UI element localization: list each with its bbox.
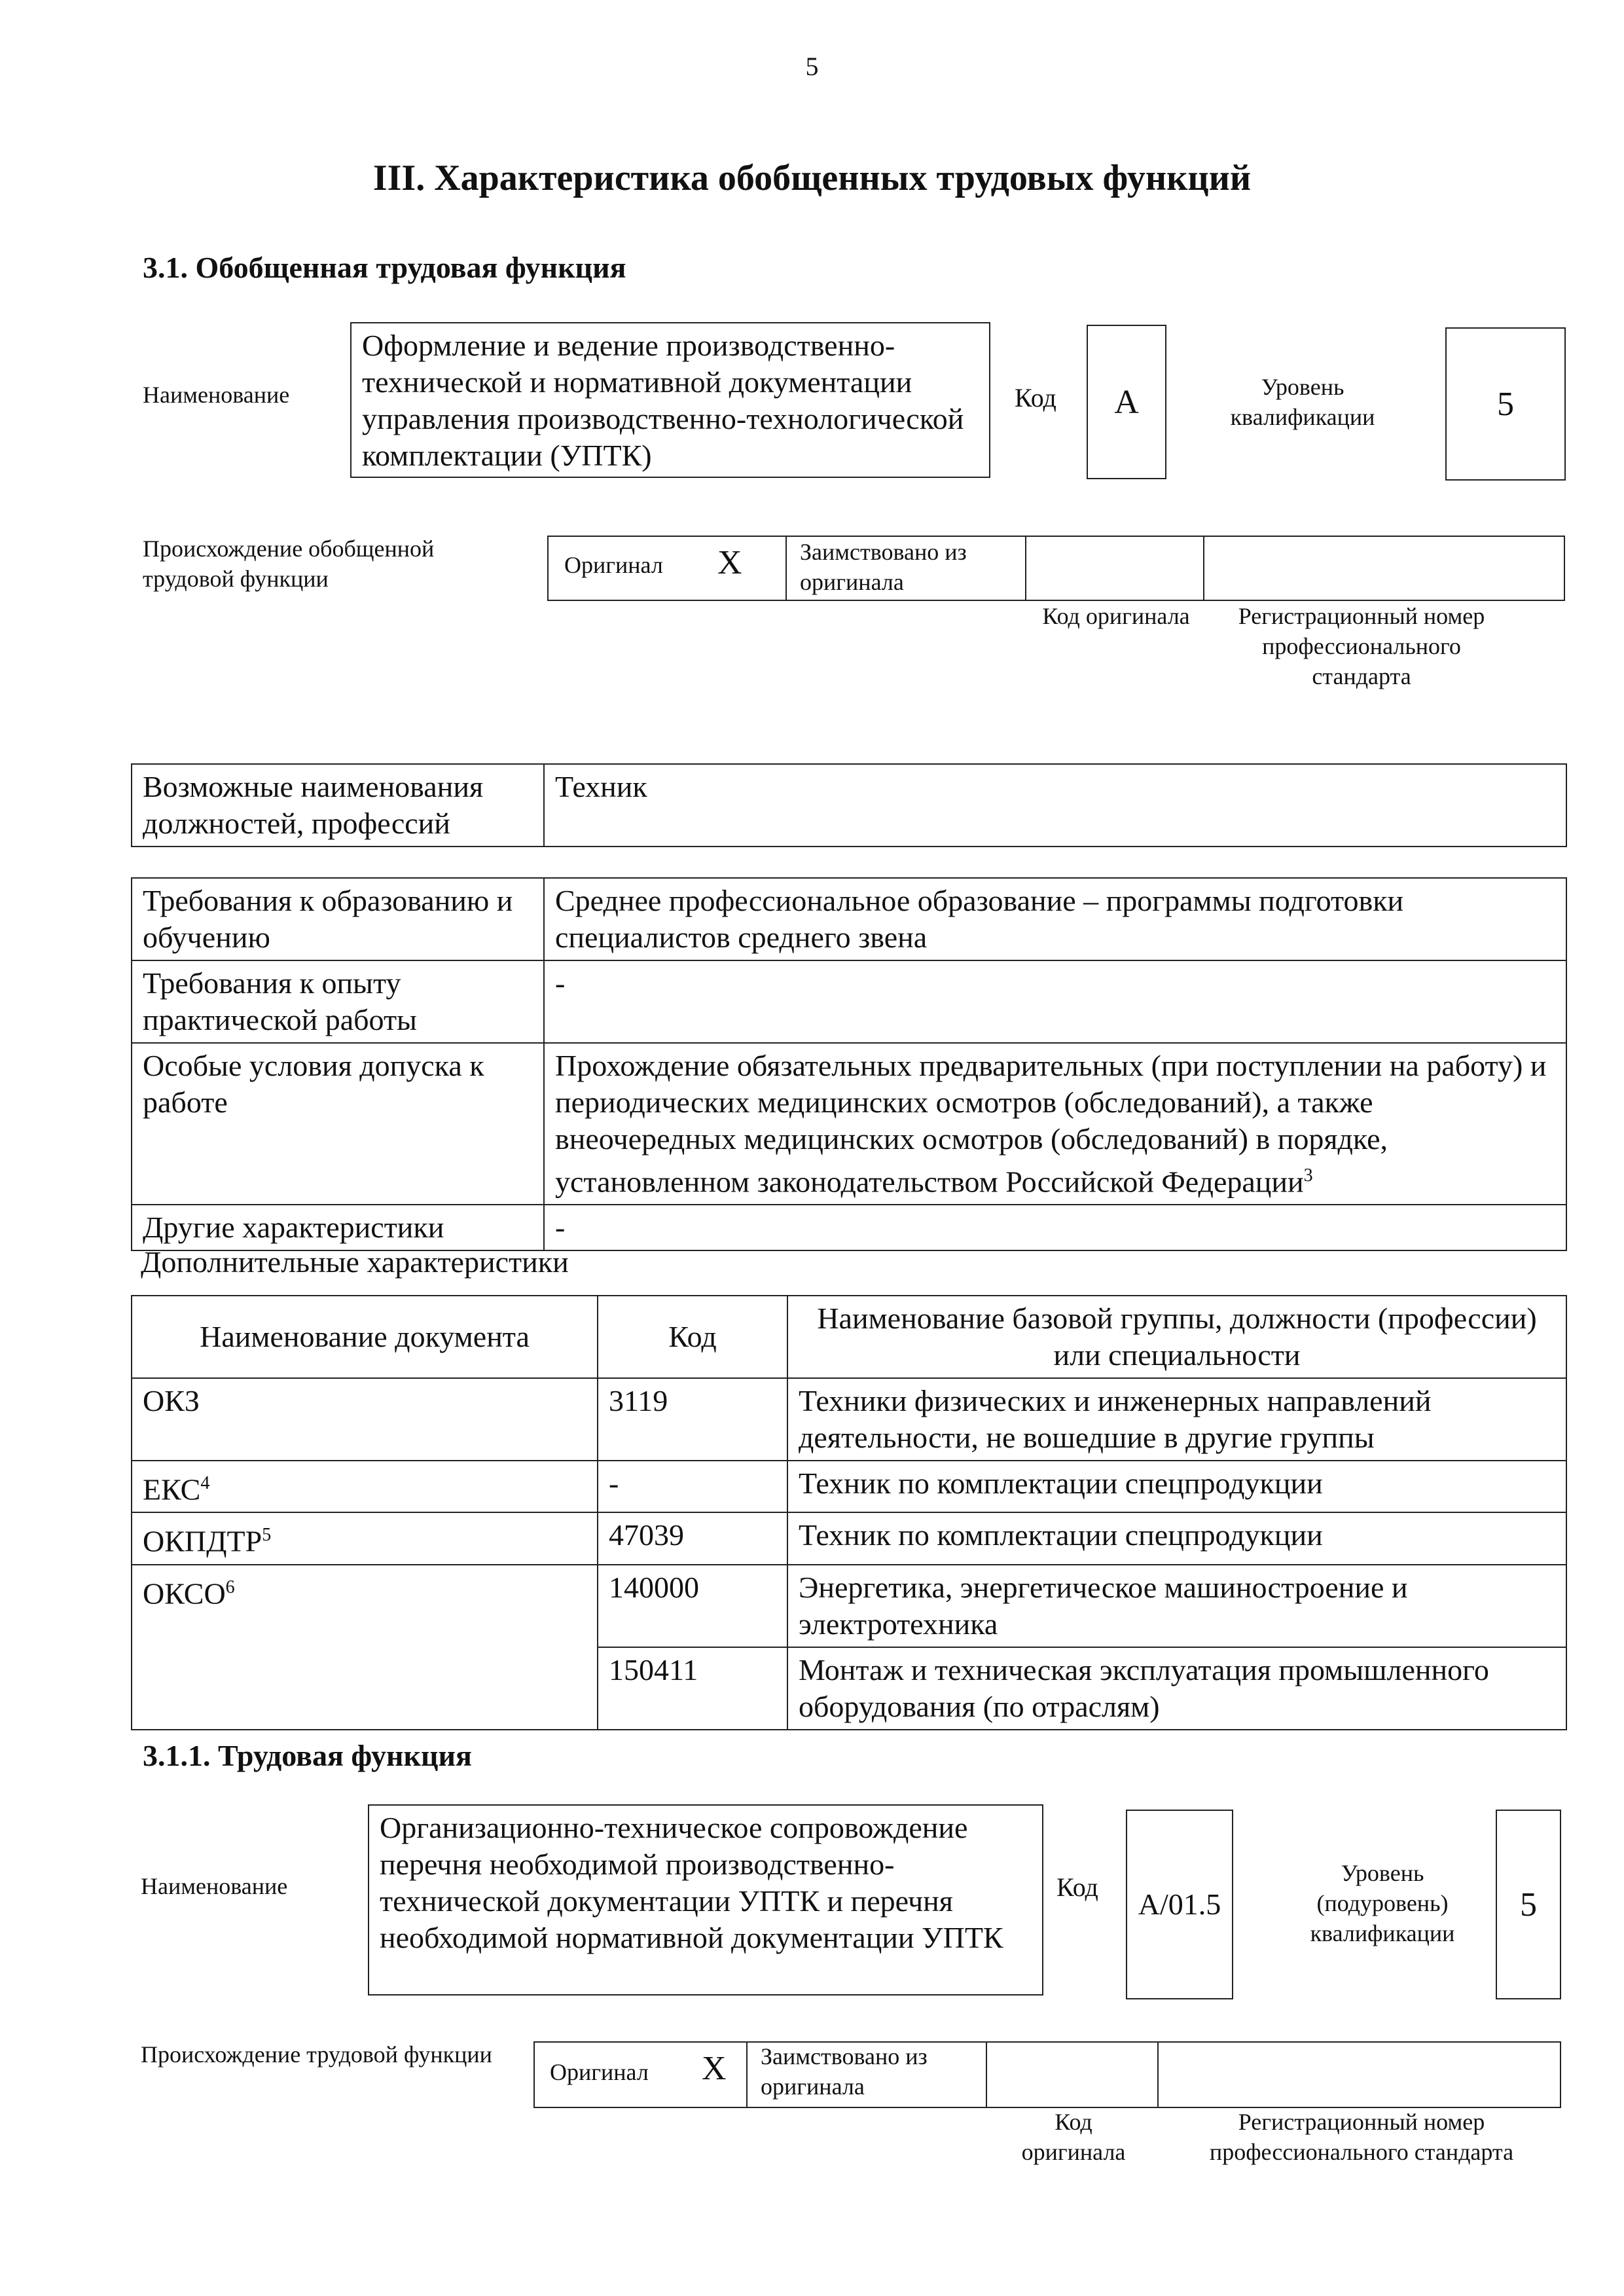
tf-origin-table (533, 2041, 1561, 2108)
doc-name: ОКПДТР (143, 1524, 262, 1558)
table-row (132, 1043, 1566, 1205)
tf-code-box (1126, 1810, 1233, 1999)
doc-cell (132, 1378, 598, 1461)
additional-table (131, 1295, 1567, 1730)
tf-level-box (1496, 1810, 1561, 1999)
gtf-code-value: А (1114, 383, 1139, 421)
footnote-mark: 6 (225, 1576, 235, 1597)
doc-name: ОКЗ (143, 1384, 200, 1417)
name-cell: Техник по комплектации спецпродукции (787, 1512, 1566, 1564)
table-row (132, 1512, 1566, 1564)
req-value: Среднее профессиональное образование – программы подготовки специалистов среднего звена (544, 878, 1566, 960)
additional-caption: Дополнительные характеристики (141, 1245, 569, 1279)
doc-name: ОКСО (143, 1576, 226, 1610)
gtf-code-box (1087, 325, 1166, 479)
divider (1025, 536, 1026, 601)
code-cell: - (598, 1461, 787, 1512)
req-label: Требования к опыту практической работы (132, 960, 544, 1043)
column-header: Код (598, 1296, 787, 1378)
tf-original-label: Оригинал (550, 2059, 649, 2085)
gtf-borrowed-label: Заимствовано из оригинала (800, 539, 967, 595)
gtf-name-value: Оформление и ведение производственно-технической и нормативной документации управления производственно-технологической комплектации (УПТК) (362, 329, 964, 472)
tf-reg-number-caption: Регистрационный номер профессионального стандарта (1209, 2109, 1514, 2165)
doc-cell (132, 1461, 598, 1512)
divider (1203, 536, 1204, 601)
tf-level-value: 5 (1520, 1886, 1537, 1923)
requirements-table (131, 877, 1567, 1251)
gtf-origin-label: Происхождение обобщенной трудовой функции (143, 536, 435, 592)
page-number: 5 (805, 52, 819, 81)
divider (1157, 2041, 1159, 2108)
req-value: - (544, 1205, 1566, 1250)
req-value (544, 1043, 1566, 1205)
doc-name: ЕКС (143, 1472, 201, 1506)
gtf-heading: 3.1. Обобщенная трудовая функция (143, 251, 626, 284)
section-title: III. Характеристика обобщенных трудовых функций (372, 158, 1252, 198)
tf-borrowed-label: Заимствовано из оригинала (761, 2043, 928, 2100)
tf-name-label: Наименование (141, 1873, 288, 1899)
divider (746, 2041, 748, 2108)
table-row (132, 1565, 1566, 1647)
req-value-text: Прохождение обязательных предварительных (при поступлении на работу) и периодических медицинских осмотров (обследований), а также внеочередных медицинских осмотров (обследований) в порядке, установленном законодательством Российской Федерации (555, 1049, 1547, 1199)
gtf-name-box (350, 322, 990, 478)
tf-code-original-caption: Код оригинала (1021, 2109, 1126, 2165)
gtf-code-original-caption: Код оригинала (1042, 603, 1190, 629)
positions-label: Возможные наименования должностей, профессий (132, 764, 544, 847)
code-cell: 150411 (598, 1647, 787, 1730)
code-cell: 3119 (598, 1378, 787, 1461)
gtf-original-label: Оригинал (564, 552, 663, 578)
column-header: Наименование документа (132, 1296, 598, 1378)
column-header: Наименование базовой группы, должности (профессии) или специальности (787, 1296, 1566, 1378)
gtf-level-box (1445, 327, 1566, 481)
req-label: Требования к образованию и обучению (132, 878, 544, 960)
tf-name-box (368, 1804, 1043, 1995)
gtf-reg-number-caption: Регистрационный номер профессионального стандарта (1238, 603, 1485, 689)
doc-cell (132, 1565, 598, 1730)
table-row (132, 878, 1566, 960)
table-row (132, 764, 1566, 847)
req-label: Другие характеристики (132, 1205, 544, 1250)
gtf-level-label: Уровень квалификации (1230, 374, 1375, 430)
table-row (132, 1461, 1566, 1512)
gtf-origin-table (547, 536, 1565, 601)
footnote-mark: 3 (1303, 1165, 1313, 1186)
tf-code-value: А/01.5 (1138, 1887, 1221, 1921)
footnote-mark: 4 (200, 1473, 210, 1493)
table-header-row (132, 1296, 1566, 1378)
tf-level-label: Уровень (подуровень) квалификации (1310, 1860, 1455, 1946)
tf-original-mark: Х (702, 2050, 727, 2087)
tf-code-label: Код (1056, 1872, 1098, 1902)
table-row (132, 960, 1566, 1043)
code-cell: 47039 (598, 1512, 787, 1564)
name-cell: Техники физических и инженерных направлений деятельности, не вошедшие в другие группы (787, 1378, 1566, 1461)
name-cell: Техник по комплектации спецпродукции (787, 1461, 1566, 1512)
tf-origin-label: Происхождение трудовой функции (141, 2041, 492, 2068)
code-cell: 140000 (598, 1565, 787, 1647)
name-cell: Энергетика, энергетическое машиностроение и электротехника (787, 1565, 1566, 1647)
gtf-original-mark: Х (717, 544, 742, 581)
name-cell: Монтаж и техническая эксплуатация промышленного оборудования (по отраслям) (787, 1647, 1566, 1730)
footnote-mark: 5 (262, 1525, 272, 1546)
req-label: Особые условия допуска к работе (132, 1043, 544, 1205)
positions-value: Техник (544, 764, 1566, 847)
divider (986, 2041, 987, 2108)
doc-cell (132, 1512, 598, 1564)
tf-heading: 3.1.1. Трудовая функция (143, 1739, 472, 1772)
gtf-code-label: Код (1015, 383, 1056, 412)
gtf-name-label: Наименование (143, 382, 290, 408)
divider (785, 536, 787, 601)
positions-table (131, 763, 1567, 847)
table-row (132, 1378, 1566, 1461)
req-value: - (544, 960, 1566, 1043)
gtf-level-value: 5 (1497, 385, 1514, 423)
tf-name-value: Организационно-техническое сопровождение перечня необходимой производственно-технической документации УПТК и перечня необходимой нормативной документации УПТК (380, 1811, 1003, 1954)
